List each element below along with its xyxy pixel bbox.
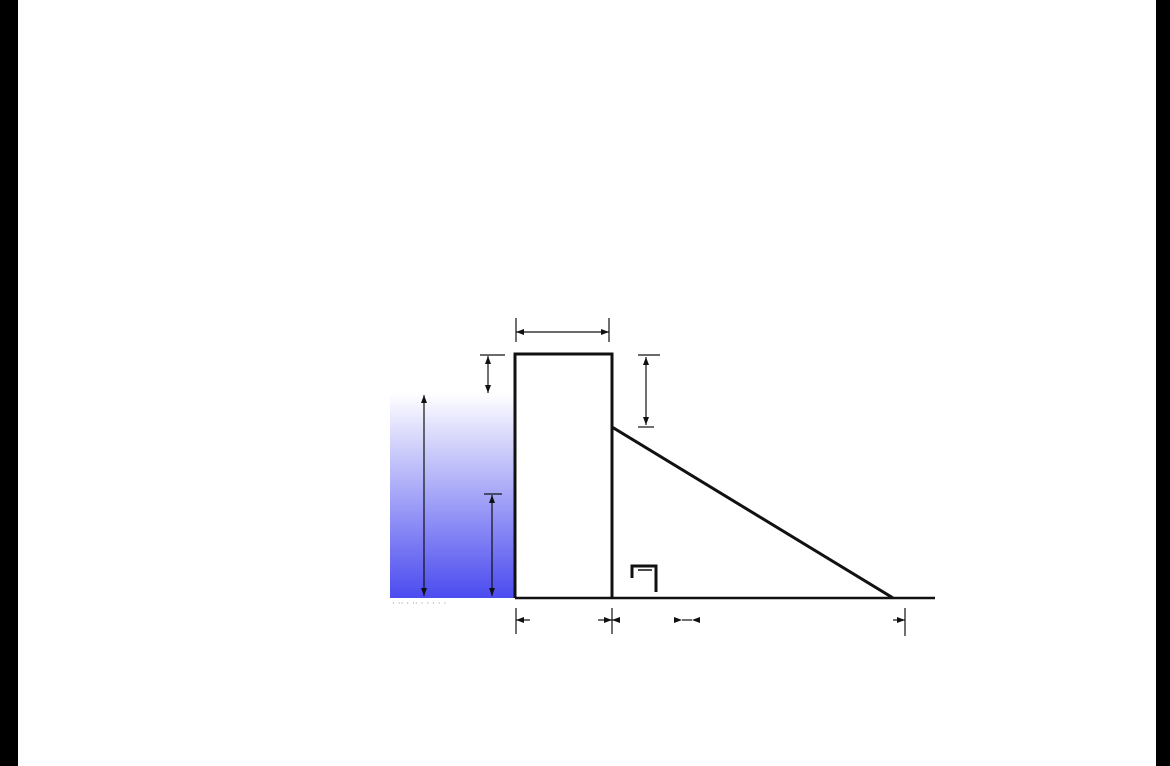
gallery-arrow-right-b <box>692 617 700 623</box>
base-arrow-drain-right <box>612 617 620 623</box>
top-width-arrow-left <box>516 329 524 335</box>
face-arrow-bottom <box>643 417 649 425</box>
toe-arrow <box>897 617 905 623</box>
freeboard-arrow-top <box>485 356 491 364</box>
ground-hatch: · ·· · ·· · · · · · <box>392 599 447 609</box>
top-width-arrow-right <box>601 329 609 335</box>
freeboard-arrow-bottom <box>485 385 491 393</box>
gallery-arrow-right-a <box>674 617 682 623</box>
dam-body <box>515 354 893 598</box>
face-arrow-top <box>643 357 649 365</box>
base-arrow-heel <box>516 617 524 623</box>
reservoir-water <box>390 393 515 598</box>
base-arrow-drain-left <box>604 617 612 623</box>
